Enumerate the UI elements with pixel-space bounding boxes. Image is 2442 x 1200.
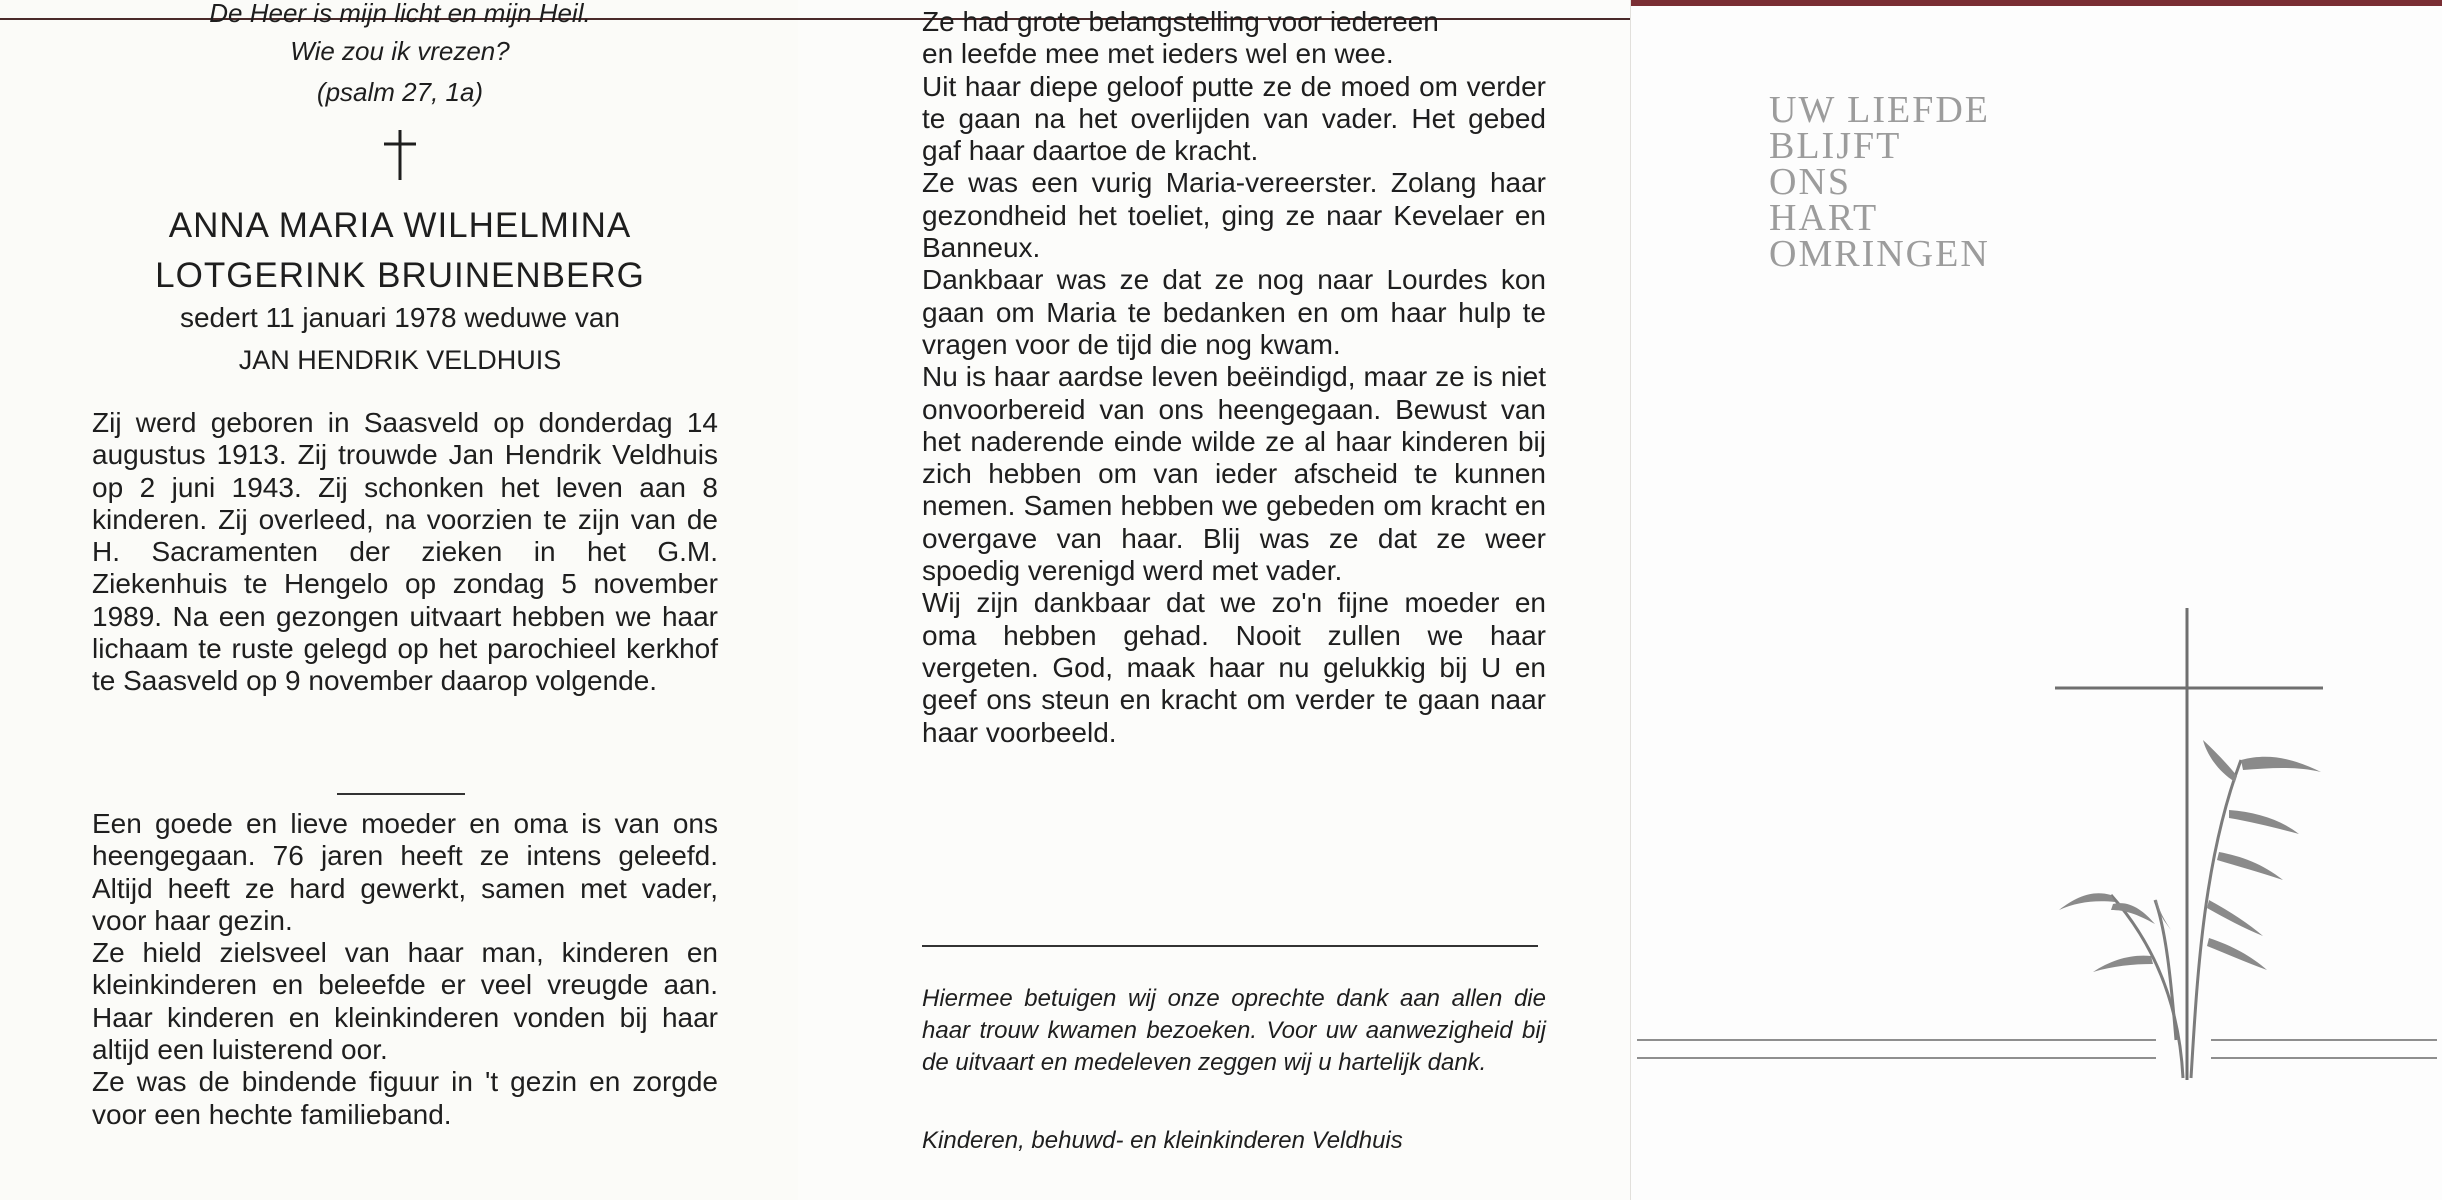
deceased-name-line-1: ANNA MARIA WILHELMINA [168, 206, 632, 245]
motto-line-5: OMRINGEN [1769, 233, 1990, 275]
large-cross-icon [2055, 608, 2323, 1080]
husband-name: JAN HENDRIK VELDHUIS [238, 345, 562, 375]
wheat-leaves-icon [2059, 740, 2321, 972]
continued-paragraph-6: Wij zijn dankbaar dat we zo'n fijne moeder en oma hebben gehad. Nooit zullen we haar vergeten. God, maak haar nu gelukkig bij U en geef ons steun en kracht om verder te gaan naar haar voorbeeld. [922, 587, 1546, 748]
motto-line-2: BLIJFT [1769, 125, 1902, 167]
continued-text [922, 6, 1546, 749]
cross-and-wheat-illustration [1631, 0, 2442, 1200]
continued-paragraph-2: Uit haar diepe geloof putte ze de moed om verder te gaan na het overlijden van vader. Het gebed gaf haar daartoe de kracht. [922, 70, 1546, 167]
verse-line-1: De Heer is mijn licht en mijn Heil. [209, 0, 591, 28]
verse-reference: (psalm 27, 1a) [316, 77, 484, 107]
horizon-lines [1637, 1040, 2437, 1058]
biography-text [92, 407, 718, 698]
widow-since-text: sedert 11 januari 1978 weduwe van [179, 302, 620, 333]
motto-line-1: UW LIEFDE [1769, 89, 1990, 131]
verse-line-2: Wie zou ik vrezen? [290, 36, 510, 66]
continued-paragraph-3: Ze was een vurig Maria-vereerster. Zolang haar gezondheid het toeliet, ging ze naar Kevelaer en Banneux. [922, 167, 1546, 264]
continued-paragraph-4: Dankbaar was ze dat ze nog naar Lourdes kon gaan om Maria te bedanken en om haar hulp te vragen voor de tijd die nog kwam. [922, 264, 1546, 360]
left-card-panel [0, 0, 798, 1200]
tribute-text [92, 808, 718, 1131]
front-card-panel [1630, 0, 2442, 1200]
continued-paragraph-5: Nu is haar aardse leven beëindigd, maar ze is niet onvoorbereid van ons heengegaan. Bewust van het naderende einde wilde ze al haar kinderen bij zich hebben om van ieder afscheid te kunnen nemen. Samen hebben we gebeden om kracht en overgave van haar. Blij was ze dat ze weer spoedig verenigd werd met vader. [922, 361, 1546, 587]
continued-top-line: Ze had grote belangstelling voor iedereen [922, 6, 1439, 37]
continued-paragraph-1: en leefde mee met ieders wel en wee. [922, 38, 1394, 70]
cross-icon [380, 128, 420, 180]
thanks-divider [922, 945, 1538, 947]
tribute-paragraph-1: Een goede en lieve moeder en oma is van ons heengegaan. 76 jaren heeft ze intens geleefd. Altijd heeft ze hard gewerkt, samen met vader, voor haar gezin. [92, 808, 718, 936]
wheat-icon [2111, 760, 2241, 1078]
motto-line-3: ONS [1769, 161, 1852, 203]
tribute-paragraph-3: Ze was de bindende figuur in 't gezin en zorgde voor een hechte familieband. [92, 1066, 718, 1130]
biography-paragraph: Zij werd geboren in Saasveld op donderdag 14 augustus 1913. Zij trouwde Jan Hendrik Veldhuis op 2 juni 1943. Zij schonken het leven aan 8 kinderen. Zij overleed, na voorzien te zijn van de H. Sacramenten der zieken in het G.M. Ziekenhuis te Hengelo op zondag 5 november 1989. Na een gezongen uitvaart hebben we haar lichaam te ruste gelegd op het parochieel kerkhof te Saasveld op 9 november daarop volgende. [92, 407, 718, 697]
thanks-text: Hiermee betuigen wij onze oprechte dank aan allen die haar trouw kwamen bezoeken. Voor uw aanwezigheid bij de uitvaart en medeleven zeggen wij u hartelijk dank. [922, 985, 1546, 1076]
motto-line-4: HART [1769, 197, 1879, 239]
signature-text: Kinderen, behuwd- en kleinkinderen Veldhuis [922, 1127, 1403, 1154]
middle-card-panel [798, 0, 1630, 1200]
section-divider [337, 793, 465, 795]
deceased-name-line-2: LOTGERINK BRUINENBERG [155, 256, 645, 295]
tribute-paragraph-2: Ze hield zielsveel van haar man, kinderen en kleinkinderen en beleefde er veel vreugde aan. Haar kinderen en kleinkinderen vonden bij haar altijd een luisterend oor. [92, 937, 718, 1066]
